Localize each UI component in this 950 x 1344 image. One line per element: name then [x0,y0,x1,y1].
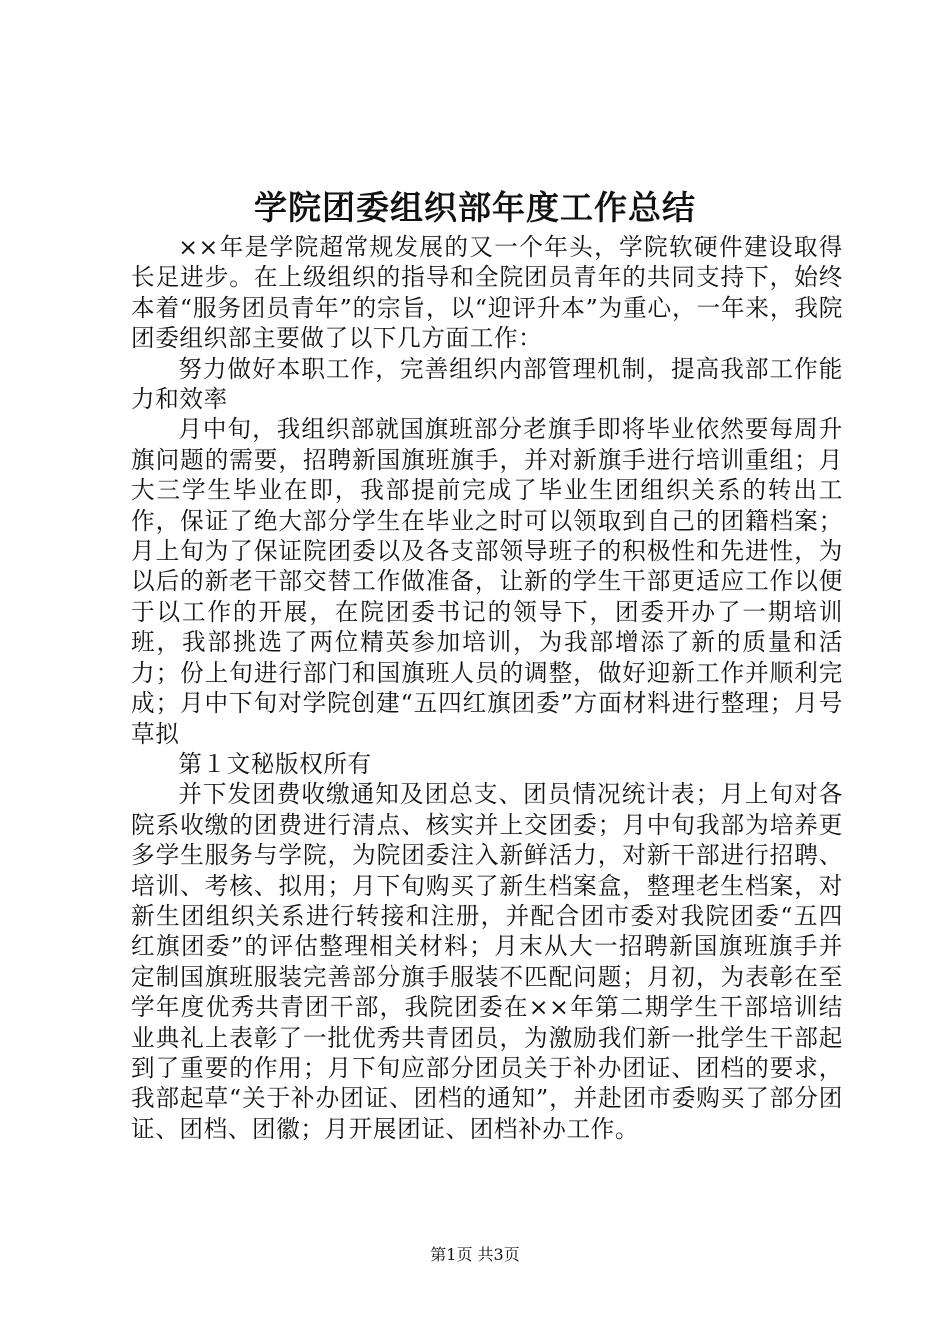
paragraph-heading: 努力做好本职工作，完善组织内部管理机制，提高我部工作能力和效率 [131,354,843,414]
document-title: 学院团委组织部年度工作总结 [254,188,696,227]
page-footer: 第1页 共3页 [430,1245,520,1264]
paragraph-copyright: 第１文秘版权所有 [178,749,372,778]
paragraph-work-part1: 月中旬，我组织部就国旗班部分老旗手即将毕业依然要每周升旗问题的需要，招聘新国旗班旗手，并对新旗手进行培训重组；月大三学生毕业在即，我部提前完成了毕业生团组织关系的转出工作，保证了绝大部分学生在毕业之时可以领取到自己的团籍档案；月上旬为了保证院团委以及各支部领导班子的积极性和先进性，为以后的新老干部交替工作做准备，让新的学生干部更适应工作以便于以工作的开展，在院团委书记的领导下，团委开办了一期培训班，我部挑选了两位精英参加培训，为我部增添了新的质量和活力；份上旬进行部门和国旗班人员的调整，做好迎新工作并顺利完成；月中下旬对学院创建“五四红旗团委”方面材料进行整理；月号草拟 [131,415,843,748]
paragraph-intro: ××年是学院超常规发展的又一个年头，学院软硬件建设取得长足进步。在上级组织的指导和全院团员青年的共同支持下，始终本着“服务团员青年”的宗旨，以“迎评升本”为重心，一年来，我院团委组织部主要做了以下几方面工作： [131,233,843,353]
paragraph-work-part2: 并下发团费收缴通知及团总支、团员情况统计表；月上旬对各院系收缴的团费进行清点、核实并上交团委；月中旬我部为培养更多学生服务与学院，为院团委注入新鲜活力，对新干部进行招聘、培训、考核、拟用；月下旬购买了新生档案盒，整理老生档案，对新生团组织关系进行转接和注册，并配合团市委对我院团委“五四红旗团委”的评估整理相关材料；月末从大一招聘新国旗班旗手并定制国旗班服装完善部分旗手服装不匹配问题；月初，为表彰在至学年度优秀共青团干部，我院团委在××年第二期学生干部培训结业典礼上表彰了一批优秀共青团员，为激励我们新一批学生干部起到了重要的作用；月下旬应部分团员关于补办团证、团档的要求，我部起草“关于补办团证、团档的通知”，并赴团市委购买了部分团证、团档、团徽；月开展团证、团档补办工作。 [131,780,843,1143]
document-body [131,232,843,1144]
